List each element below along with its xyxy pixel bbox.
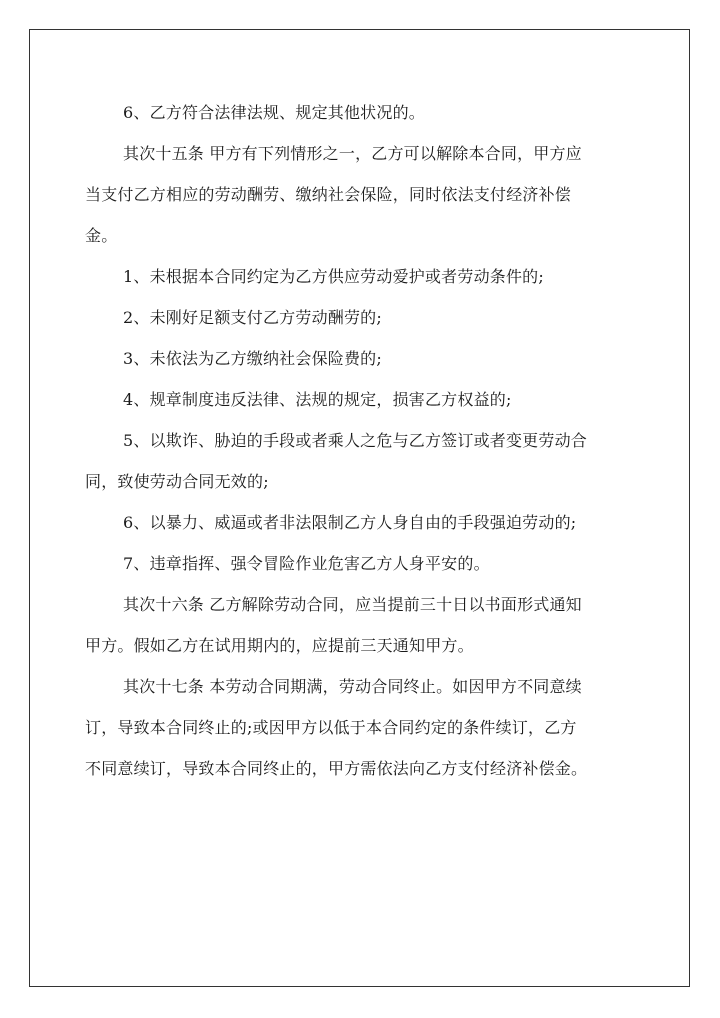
clause-line: 当支付乙方相应的劳动酬劳、缴纳社会保险，同时依法支付经济补偿 bbox=[85, 185, 572, 204]
clause-line: 甲方。假如乙方在试用期内的，应提前三天通知甲方。 bbox=[85, 636, 474, 655]
clause-line: 6、乙方符合法律法规、规定其他状况的。 bbox=[123, 103, 425, 122]
clause-line: 订，导致本合同终止的;或因甲方以低于本合同约定的条件续订，乙方 bbox=[85, 718, 577, 737]
clause-line: 1、未根据本合同约定为乙方供应劳动爱护或者劳动条件的; bbox=[123, 267, 544, 286]
clause-line: 其次十五条 甲方有下列情形之一，乙方可以解除本合同，甲方应 bbox=[123, 144, 582, 163]
clause-line: 2、未刚好足额支付乙方劳动酬劳的; bbox=[123, 308, 382, 327]
clause-line: 同，致使劳动合同无效的; bbox=[85, 472, 269, 491]
clause-line: 4、规章制度违反法律、法规的规定，损害乙方权益的; bbox=[123, 390, 512, 409]
clause-line: 6、以暴力、威逼或者非法限制乙方人身自由的手段强迫劳动的; bbox=[123, 513, 577, 532]
clause-line: 金。 bbox=[85, 226, 118, 245]
clause-line: 其次十七条 本劳动合同期满，劳动合同终止。如因甲方不同意续 bbox=[123, 677, 582, 696]
clause-line: 5、以欺诈、胁迫的手段或者乘人之危与乙方签订或者变更劳动合 bbox=[123, 431, 587, 450]
document-body bbox=[85, 92, 635, 789]
clause-line: 3、未依法为乙方缴纳社会保险费的; bbox=[123, 349, 382, 368]
clause-line: 7、违章指挥、强令冒险作业危害乙方人身平安的。 bbox=[123, 554, 490, 573]
clause-line: 不同意续订，导致本合同终止的，甲方需依法向乙方支付经济补偿金。 bbox=[85, 759, 588, 778]
clause-line: 其次十六条 乙方解除劳动合同，应当提前三十日以书面形式通知 bbox=[123, 595, 582, 614]
